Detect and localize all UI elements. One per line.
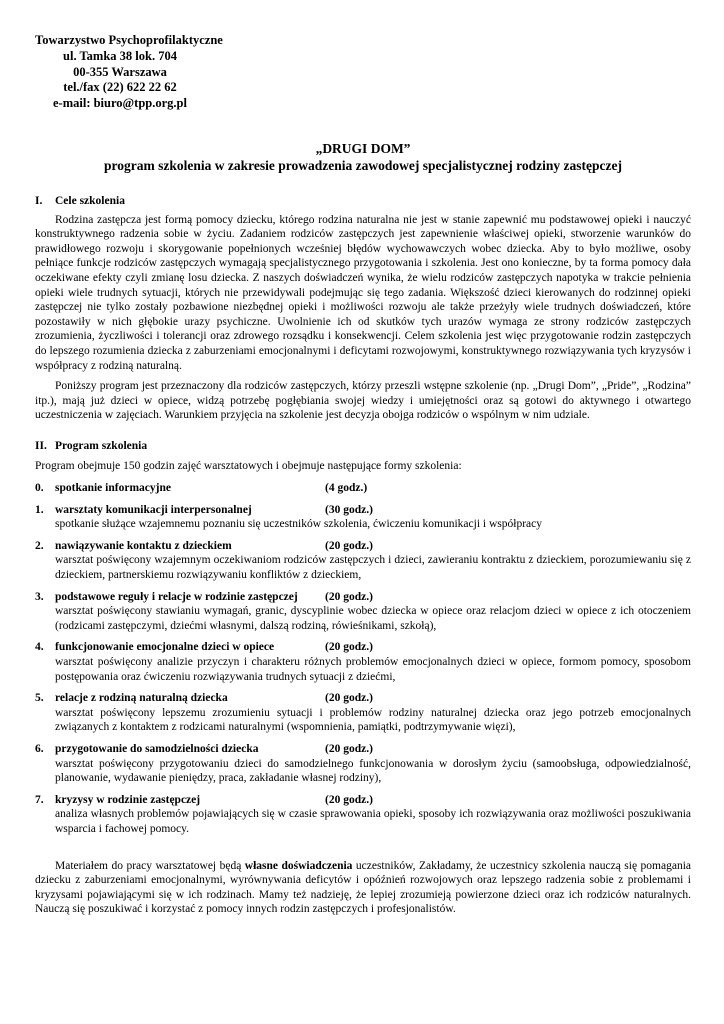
item-hours: (20 godz.) (325, 641, 373, 654)
item-name: kryzysy w rodzinie zastępczej (55, 793, 201, 806)
program-item (35, 481, 691, 496)
section-1-paragraph-1: Rodzina zastępcza jest formą pomocy dziecku, którego rodzina naturalna nie jest w stanie zapewnić mu podstawowej opieki i nauczyć konstruktywnego radzenia sobie w życiu. Zadaniem rodziców zastępczych jest zapewnienie właściwej opieki, stworzenie warunków do prawidłowego rozwoju i skorygowanie popełnionych wcześniej błędów wychowawczych wobec dziecka. Aby to było możliwe, osoby pełniące funkcje rodziców zastępczych wymagają specjalistycznego przygotowania i szkolenia. Jest ono konieczne, by ta forma pomocy dała oczekiwane efekty czyli zmianę losu dziecka. Z naszych doświadczeń wynika, że wielu rodziców zastępczych napotyka w trakcie pełnienia opieki wiele trudnych sytuacji, których nie przewidywali podejmując się tego zadania. Większość dzieci kierowanych do rodzinnej opieki zastępczej nie tylko zostały pozbawione niezbędnej opieki i możliwości rozwoju ale także przeżyły wiele trudnych doświadczeń, które pozostawiły w nich głębokie urazy psychiczne. Uwolnienie ich od skutków tych urazów wymaga ze strony rodziców zastępczych zrozumienia, życzliwości i tolerancji oraz zdrowego rozsądku i konsekwencji. Celem szkolenia jest więc przygotowanie rodzin zastępczych do lepszego rozumienia dziecka z zaburzeniami emocjonalnymi i deficytami rozwojowymi, konstruktywnego rozwiązywania tych kryzysów i współpracy z rodziną naturalną. (35, 213, 691, 372)
org-street: ul. Tamka 38 lok. 704 (63, 48, 177, 63)
org-email: e-mail: biuro@tpp.org.pl (53, 96, 187, 111)
item-number: 5. (35, 692, 44, 705)
program-item (35, 503, 691, 532)
item-number: 1. (35, 503, 44, 516)
item-number: 0. (35, 482, 44, 495)
item-name: funkcjonowanie emocjonalne dzieci w opiece (55, 641, 275, 654)
item-description: warsztat poświęcony stawianiu wymagań, granic, dyscyplinie wobec dziecka w opiece oraz relacjom dzieci w opiece z ich otoczeniem (rodzicami zastępczymi, dziećmi własnymi, dalszą rodziną, rówieśnikami, szkołą), (55, 605, 691, 632)
closing-text-start: Materiałem do pracy warsztatowej będą (55, 859, 245, 872)
item-description: spotkanie służące wzajemnemu poznaniu się uczestników szkolenia, ćwiczeniu komunikacji i współpracy (55, 518, 542, 531)
closing-text-end: uczestników, Zakładamy, że uczestnicy szkolenia nauczą się pomagania dziecku z zaburzeniami emocjonalnymi, wyrównywania deficytów i opóźnień rozwojowych oraz lepszego radzenia sobie z problemami i kryzysami pojawiającymi się w ich rodzinach. Mamy też nadzieję, że lepiej zrozumieją powierzone dzieci oraz ich rodziców naturalnych. Nauczą się poszukiwać i korzystać z pomocy innych rodzin zastępczych i profesjonalistów. (35, 859, 691, 916)
item-name: nawiązywanie kontaktu z dzieckiem (55, 539, 232, 552)
title-name: „DRUGI DOM” (315, 140, 411, 156)
section-2-intro: Program obejmuje 150 godzin zajęć warsztatowych i obejmuje następujące formy szkolenia: (35, 460, 462, 473)
item-description: warsztat poświęcony wzajemnym oczekiwaniom rodziców zastępczych i dzieci, zawieraniu kontraktu z dzieckiem, porozumiewaniu się z dzieckiem, partnerskiemu rozwiązywaniu konfliktów z dzieckiem, (55, 554, 691, 582)
program-item (35, 793, 691, 837)
section-1-heading (35, 194, 691, 209)
section-1-number: I. (35, 194, 43, 207)
document-page (35, 33, 691, 917)
item-description: analiza własnych problemów pojawiających się w czasie sprawowania opieki, sposoby ich rozwiązywania oraz możliwości poszukiwania wsparcia i fachowej pomocy. (55, 808, 691, 835)
item-hours: (20 godz.) (325, 742, 373, 755)
section-1-paragraph-2: Poniższy program jest przeznaczony dla rodziców zastępczych, którzy przeszli wstępne szkolenie (np. „Drugi Dom”, „Pride”, „Rodzina” itp.), mają już dzieci w opiece, widzą potrzebę pogłębiania swojej wiedzy i umiejętności oraz są gotowi do aktywnego i otwartego uczestniczenia w zajęciach. Warunkiem przyjęcia na szkolenie jest decyzja obojga rodziców o wspólnym w nim udziale. (35, 380, 691, 422)
item-name: podstawowe reguły i relacje w rodzinie zastępczej (55, 590, 298, 603)
section-2-number: II. (35, 439, 47, 452)
item-number: 7. (35, 793, 44, 806)
item-hours: (20 godz.) (325, 539, 373, 552)
item-name: spotkanie informacyjne (55, 482, 171, 495)
item-number: 3. (35, 590, 44, 603)
section-2-title: Program szkolenia (55, 439, 148, 452)
org-phone: tel./fax (22) 622 22 62 (63, 80, 177, 95)
item-number: 6. (35, 742, 44, 755)
closing-emphasis: własne doświadczenia (244, 859, 353, 872)
item-description: warsztat poświęcony lepszemu zrozumieniu sytuacji i problemów rodziny naturalnej dziecka oraz jego potrzeb emocjonalnych związanych z kontaktem z rodzicami naturalnymi (wspomnienia, pamiątki, podtrzymywanie więzi), (55, 706, 691, 734)
program-item (35, 539, 691, 583)
item-description: warsztat poświęcony analizie przyczyn i charakteru różnych problemów emocjonalnych dzieci w opiece, formom pomocy, sposobom postępowania oraz ćwiczeniu rozwiązywania trudnych sytuacji z dziećmi, (55, 656, 691, 683)
item-name: przygotowanie do samodzielności dziecka (55, 742, 259, 755)
item-number: 2. (35, 539, 44, 552)
org-name: Towarzystwo Psychoprofilaktyczne (35, 33, 223, 47)
program-item (35, 640, 691, 684)
program-item (35, 691, 691, 735)
document-title (35, 140, 691, 174)
organization-header (35, 33, 691, 112)
item-hours: (4 godz.) (325, 482, 368, 495)
item-name: warsztaty komunikacji interpersonalnej (55, 503, 252, 516)
item-hours: (20 godz.) (325, 793, 373, 806)
section-1-title: Cele szkolenia (55, 194, 125, 207)
title-subtitle: program szkolenia w zakresie prowadzenia zawodowej specjalistycznej rodziny zastępczej (104, 157, 622, 173)
item-hours: (30 godz.) (325, 503, 373, 516)
closing-paragraph (35, 859, 691, 917)
item-name: relacje z rodziną naturalną dziecka (55, 692, 228, 705)
item-description: warsztat poświęcony przygotowaniu dzieci do samodzielnego funkcjonowania w dorosłym życiu (samoobsługa, odpowiedzialność, planowanie, wydawanie pieniędzy, praca, zakładanie własnej rodziny), (55, 757, 691, 785)
org-city: 00-355 Warszawa (73, 64, 167, 79)
program-item (35, 590, 691, 634)
item-hours: (20 godz.) (325, 590, 373, 603)
item-number: 4. (35, 641, 44, 654)
section-2-heading (35, 439, 691, 454)
program-item (35, 742, 691, 786)
item-hours: (20 godz.) (325, 692, 373, 705)
